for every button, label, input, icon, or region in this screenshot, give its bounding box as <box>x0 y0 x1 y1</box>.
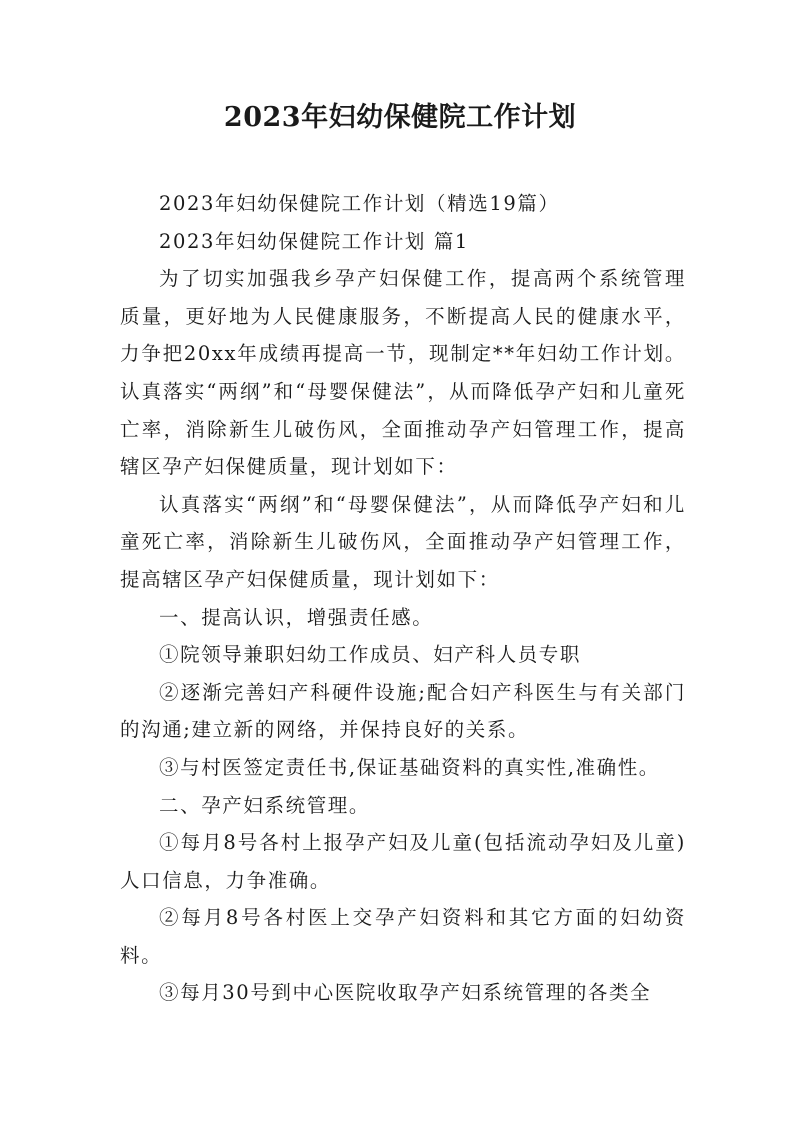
heading-system-management: 二、孕产妇系统管理。 <box>159 793 371 817</box>
document-body <box>120 185 686 1012</box>
list-item: ③与村医签定责任书,保证基础资料的真实性,准确性。 <box>159 755 660 779</box>
list-item: ③每月30号到中心医院收取孕产妇系统管理的各类全 <box>159 981 652 1005</box>
paragraph-section-heading: 2023年妇幼保健院工作计划 篇1 <box>159 229 469 253</box>
list-item: ②每月8号各村医上交孕产妇资料和其它方面的妇幼资料。 <box>120 906 686 967</box>
list-item: ②逐渐完善妇产科硬件设施;配合妇产科医生与有关部门的沟通;建立新的网络，并保持良好的关系。 <box>120 680 686 742</box>
list-item: ①每月8号各村上报孕产妇及儿童(包括流动孕妇及儿童)人口信息，力争准确。 <box>120 831 686 892</box>
paragraph-intro: 为了切实加强我乡孕产妇保健工作，提高两个系统管理质量，更好地为人民健康服务，不断提高人民的健康水平，力争把20xx年成绩再提高一节，现制定**年妇幼工作计划。认真落实“两纲”和“母婴保健法”，从而降低孕产妇和儿童死亡率，消除新生儿破伤风，全面推动孕产妇管理工作，提高辖区孕产妇保健质量，现计划如下： <box>120 267 686 479</box>
paragraph-subtitle: 2023年妇幼保健院工作计划（精选19篇） <box>159 192 560 215</box>
heading-awareness: 一、提高认识，增强责任感。 <box>159 605 434 629</box>
document-title: 2023年妇幼保健院工作计划 <box>223 102 577 133</box>
list-item: ①院领导兼职妇幼工作成员、妇产科人员专职 <box>159 643 582 667</box>
paragraph-implementation: 认真落实“两纲”和“母婴保健法”，从而降低孕产妇和儿童死亡率，消除新生儿破伤风，全面推动孕产妇管理工作，提高辖区孕产妇保健质量，现计划如下： <box>120 492 686 591</box>
